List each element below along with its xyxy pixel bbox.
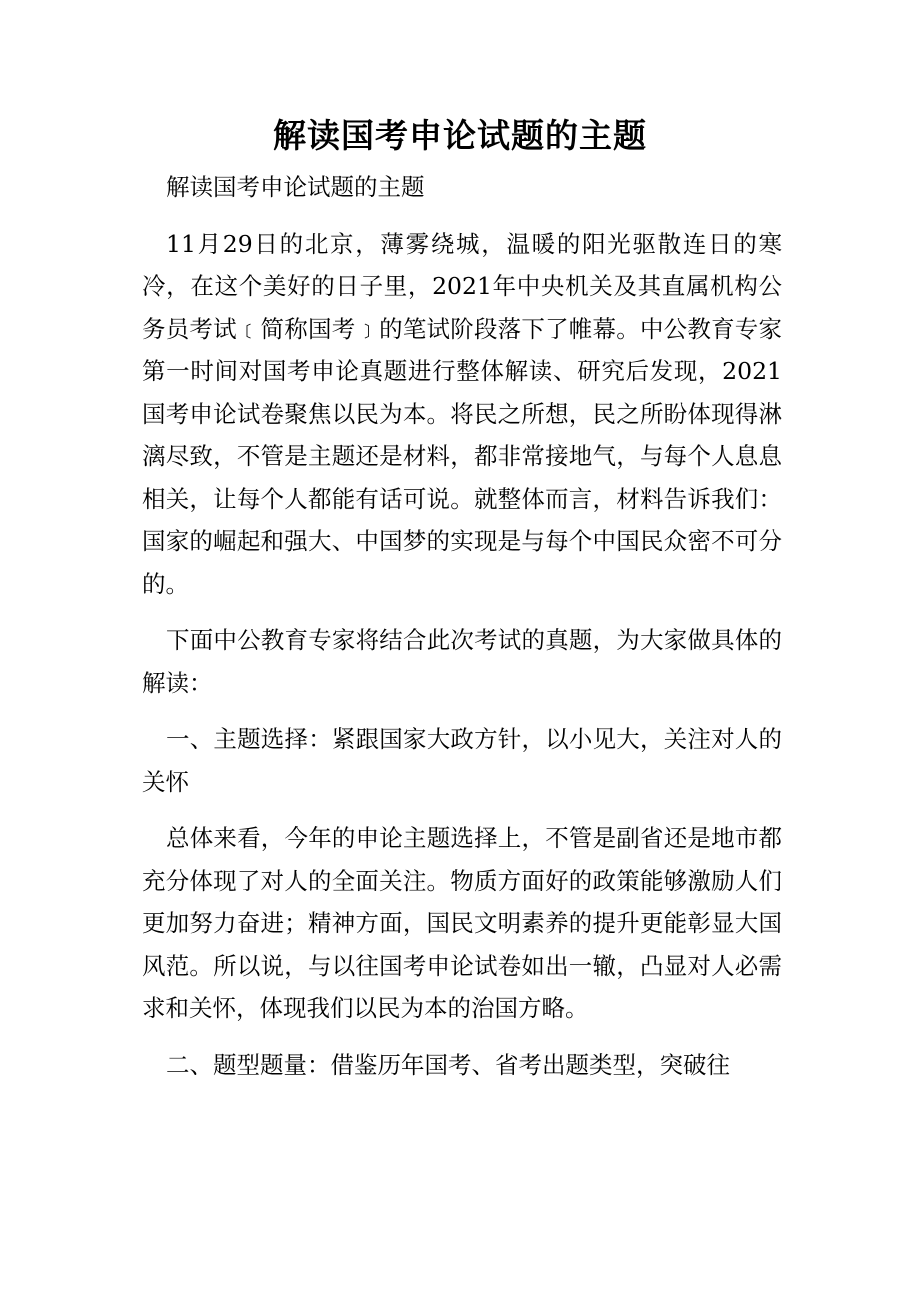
paragraph-lead-in: 下面中公教育专家将结合此次考试的真题，为大家做具体的解读：: [142, 626, 782, 697]
section-heading-2: 二、题型题量：借鉴历年国考、省考出题类型，突破往: [166, 1050, 730, 1079]
paragraph-intro: 11月29日的北京，薄雾绕城，温暖的阳光驱散连日的寒冷，在这个美好的日子里，2021年中央机关及其直属机构公务员考试﹝简称国考﹞的笔试阶段落下了帷幕。中公教育专家第一时间对国考申论真题进行整体解读、研究后发现，2021国考申论试卷聚焦以民为本。将民之所想，民之所盼体现得淋漓尽致，不管是主题还是材料，都非常接地气，与每个人息息相关，让每个人都能有话可说。就整体而言，材料告诉我们：国家的崛起和强大、中国梦的实现是与每个中国民众密不可分的。: [142, 229, 782, 598]
document-title: 解读国考申论试题的主题: [273, 116, 647, 155]
document-body: [142, 166, 782, 1100]
paragraph-subtitle: 解读国考申论试题的主题: [166, 173, 425, 201]
section-heading-1: 一、主题选择：紧跟国家大政方针，以小见大，关注对人的关怀: [142, 725, 782, 796]
paragraph-theme: 总体来看，今年的申论主题选择上，不管是副省还是地市都充分体现了对人的全面关注。物质方面好的政策能够激励人们更加努力奋进；精神方面，国民文明素养的提升更能彰显大国风范。所以说，与以往国考申论试卷如出一辙，凸显对人必需求和关怀，体现我们以民为本的治国方略。: [142, 824, 782, 1022]
